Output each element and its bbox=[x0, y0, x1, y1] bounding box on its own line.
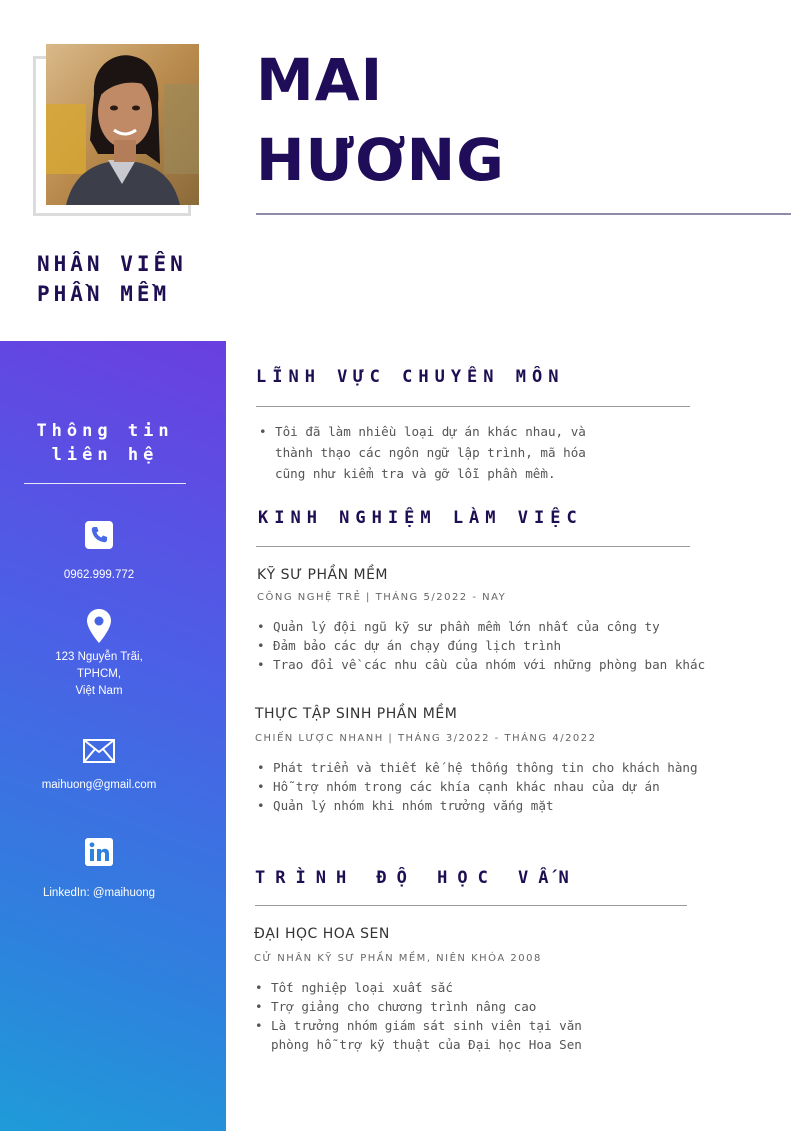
profile-photo bbox=[46, 44, 199, 205]
degree-meta: CỬ NHÂN KỸ SƯ PHẦN MỀM, NIÊN KHÓA 2008 bbox=[254, 953, 542, 964]
linkedin-icon bbox=[0, 838, 198, 866]
name-line-1: MAI bbox=[256, 46, 384, 114]
education-heading: TRÌNH ĐỘ HỌC VẤN bbox=[255, 868, 579, 888]
list-item: • Quản lý nhóm khi nhóm trưởng vắng mặt bbox=[257, 796, 698, 815]
experience-heading: KINH NGHIỆM LÀM VIỆC bbox=[258, 508, 583, 528]
experience-divider bbox=[256, 546, 690, 547]
education-divider bbox=[255, 905, 687, 906]
list-item bbox=[255, 1016, 582, 1054]
expertise-list bbox=[259, 421, 586, 484]
list-item: • Đảm bảo các dự án chạy đúng lịch trình bbox=[257, 636, 705, 655]
education-bullet-3-line-1: • Là trưởng nhóm giám sát sinh viên tại văn bbox=[271, 1018, 582, 1033]
education-bullet-3-line-2: phòng hỗ trợ kỹ thuật của Đại học Hoa Sen bbox=[271, 1037, 582, 1052]
list-item: • Trao đổi về các nhu cầu của nhóm với những phòng ban khác bbox=[257, 655, 705, 674]
contact-heading-line-1: Thông tin bbox=[36, 421, 174, 441]
linkedin-handle[interactable]: LinkedIn: @maihuong bbox=[42, 887, 156, 899]
job-1-meta: CÔNG NGHỆ TRẺ | THÁNG 5/2022 - NAY bbox=[257, 592, 507, 603]
expertise-line-2: thành thạo các ngôn ngữ lập trình, mã hóa bbox=[275, 445, 586, 460]
expertise-heading: LĨNH VỰC CHUYÊN MÔN bbox=[256, 367, 565, 387]
address-line-1: 123 Nguyễn Trãi, bbox=[55, 651, 143, 663]
job-1-bullets bbox=[257, 617, 705, 674]
address bbox=[0, 649, 198, 700]
job-2-bullets bbox=[257, 758, 698, 815]
job-title-line-2: PHẦN MỀM bbox=[37, 282, 171, 306]
sidebar-divider bbox=[24, 483, 186, 484]
list-item: • Trợ giảng cho chương trình nâng cao bbox=[255, 997, 582, 1016]
expertise-line-3: cũng như kiểm tra và gỡ lỗi phần mềm. bbox=[275, 466, 556, 481]
job-1-role: KỸ SƯ PHẦN MỀM bbox=[257, 567, 389, 583]
email-icon bbox=[0, 739, 198, 763]
school-name: ĐẠI HỌC HOA SEN bbox=[254, 926, 390, 942]
location-icon bbox=[0, 609, 198, 643]
list-item: • Quản lý đội ngũ kỹ sư phần mềm lớn nhất của công ty bbox=[257, 617, 705, 636]
job-2-role: THỰC TẬP SINH PHẦN MỀM bbox=[255, 706, 458, 722]
contact-heading bbox=[0, 419, 210, 467]
name-divider bbox=[256, 213, 791, 215]
list-item bbox=[259, 421, 586, 484]
full-name bbox=[256, 40, 505, 200]
expertise-line-1: • Tôi đã làm nhiều loại dự án khác nhau, và bbox=[275, 424, 586, 439]
list-item: • Phát triển và thiết kế hệ thống thông tin cho khách hàng bbox=[257, 758, 698, 777]
job-title-line-1: NHÂN VIÊN bbox=[37, 252, 187, 276]
contact-heading-line-2: liên hệ bbox=[51, 445, 159, 465]
address-line-2: TPHCM, bbox=[76, 668, 122, 680]
email-address[interactable]: maihuong@gmail.com bbox=[41, 779, 157, 791]
phone-number[interactable]: 0962.999.772 bbox=[63, 569, 135, 581]
list-item: • Hỗ trợ nhóm trong các khía cạnh khác nhau của dự án bbox=[257, 777, 698, 796]
expertise-divider bbox=[256, 406, 690, 407]
name-line-2: HƯƠNG bbox=[256, 126, 505, 194]
job-2-meta: CHIẾN LƯỢC NHANH | THÁNG 3/2022 - THÁNG 4/2022 bbox=[255, 733, 597, 744]
phone-icon bbox=[0, 521, 198, 549]
job-title bbox=[37, 249, 227, 309]
address-line-3: Việt Nam bbox=[75, 685, 123, 697]
education-bullets bbox=[255, 978, 582, 1054]
list-item: • Tốt nghiệp loại xuất sắc bbox=[255, 978, 582, 997]
contact-sidebar bbox=[0, 341, 226, 1131]
